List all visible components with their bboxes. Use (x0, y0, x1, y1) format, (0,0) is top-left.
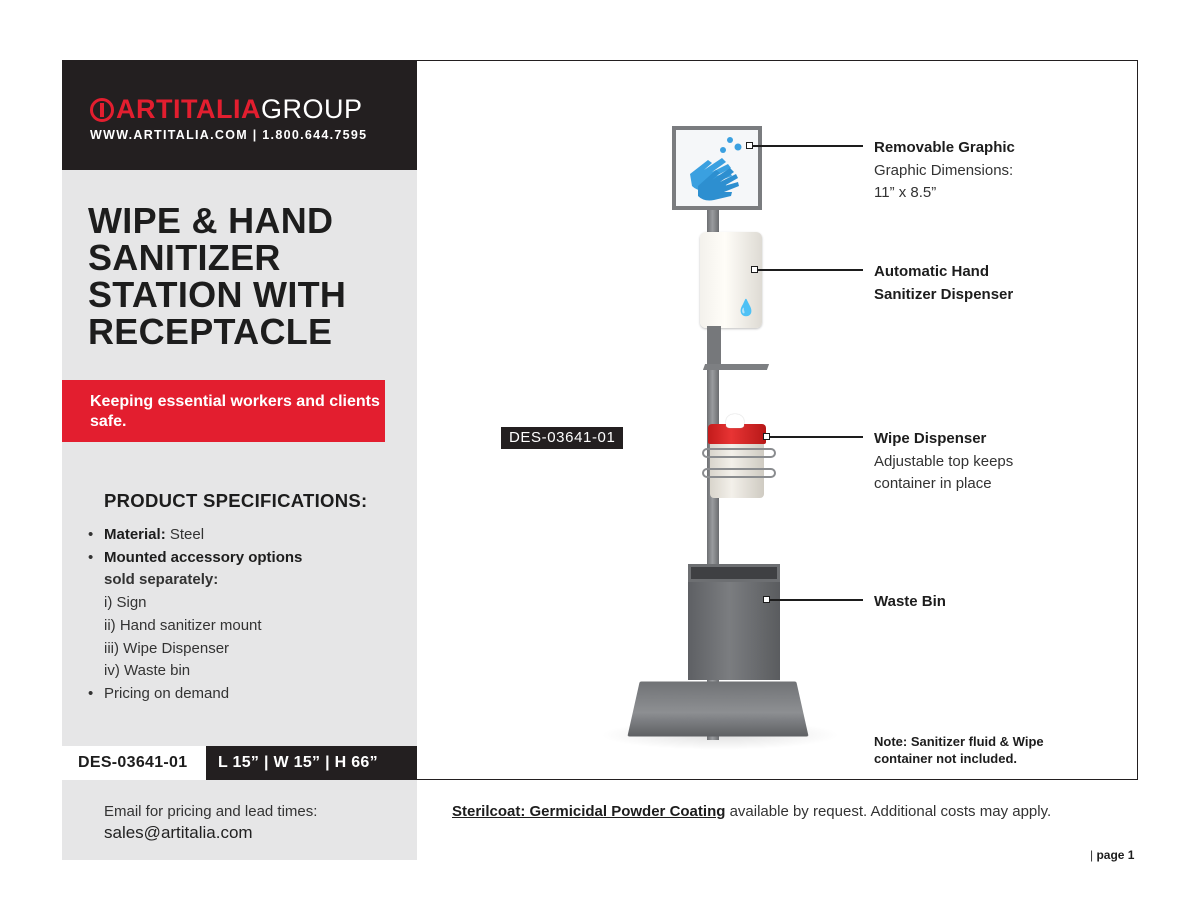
graphic-sign (672, 126, 762, 210)
left-panel (62, 60, 417, 860)
waste-bin-opening (688, 564, 780, 582)
spec-material-value: Steel (169, 526, 205, 543)
callout-sanitizer-line1: Automatic Hand (874, 263, 990, 280)
dimensions-badge: L 15” | W 15” | H 66” (206, 746, 417, 780)
artitalia-logo-icon (90, 98, 114, 122)
note-text (874, 734, 1114, 767)
sterilcoat-link[interactable]: Sterilcoat: Germicidal Powder Coating (452, 803, 726, 820)
brand-logo[interactable] (90, 94, 363, 125)
product-illustration (600, 120, 820, 750)
callout-graphic-title: Removable Graphic (874, 139, 1015, 156)
tagline-banner (62, 380, 385, 442)
spec-pricing-text: Pricing on demand (104, 684, 230, 702)
drip-shelf (703, 364, 769, 370)
wipe-holder-ring (702, 468, 776, 478)
sterilcoat-note (452, 803, 1051, 820)
spec-option: ii) Hand sanitizer mount (104, 616, 262, 634)
tagline-text: Keeping essential workers and clients safe. (90, 393, 380, 430)
callout-wipe (874, 428, 1013, 496)
callout-graphic-line2: 11” x 8.5” (874, 184, 937, 201)
callout-marker (763, 596, 770, 603)
callout-marker (763, 433, 770, 440)
spec-accessories (88, 547, 408, 570)
email-prompt: Email for pricing and lead times: (104, 803, 318, 820)
spec-pricing (88, 683, 408, 706)
logo-text-white: GROUP (260, 94, 363, 124)
callout-line (758, 269, 863, 271)
spec-accessories-label-cont: sold separately: (104, 571, 219, 589)
sterilcoat-rest: available by request. Additional costs may apply. (725, 803, 1052, 820)
sanitizer-dispenser (700, 232, 762, 328)
note-line1: Note: Sanitizer fluid & Wipe (874, 734, 1044, 749)
callout-bin (874, 591, 946, 614)
callout-sanitizer-line2: Sanitizer Dispenser (874, 285, 1014, 303)
dispenser-bracket (707, 326, 721, 368)
spec-accessories-label-2 (88, 569, 408, 592)
page-separator: | (1090, 848, 1094, 862)
wipe-tissue (726, 414, 744, 428)
callout-line (753, 145, 863, 147)
water-drop-icon: 💧 (736, 300, 756, 317)
logo-text-red: ARTITALIA (116, 94, 261, 124)
spec-accessories-label: Mounted accessory options (104, 548, 303, 566)
brand-header (62, 60, 417, 170)
spec-material-label: Material: (104, 526, 166, 543)
bullet: • (88, 526, 94, 543)
note-line2: container not included. (874, 750, 1018, 766)
email-box (104, 801, 317, 843)
product-code-tag: DES-03641-01 (501, 427, 623, 449)
stand-base (627, 681, 808, 736)
page-title: WIPE & HAND SANITIZER STATION WITH RECEPTACLE (88, 200, 347, 352)
bullet: • (88, 548, 94, 566)
sku-code: DES-03641-01 (78, 754, 188, 771)
contact-line: WWW.ARTITALIA.COM | 1.800.644.7595 (90, 128, 368, 142)
waste-bin (688, 570, 780, 680)
callout-marker (751, 266, 758, 273)
callout-line (770, 436, 863, 438)
callout-graphic (874, 137, 1015, 205)
spec-option: i) Sign (104, 594, 147, 612)
bullet: • (88, 684, 94, 702)
callout-wipe-title: Wipe Dispenser (874, 430, 987, 447)
wipe-holder-ring (702, 448, 776, 458)
spec-option: iii) Wipe Dispenser (104, 639, 230, 657)
callout-bin-title: Waste Bin (874, 593, 946, 610)
callout-marker (746, 142, 753, 149)
specs-list (88, 524, 408, 706)
spec-material (88, 524, 408, 547)
page-label: page 1 (1096, 848, 1135, 862)
page-number (1090, 848, 1134, 862)
callout-wipe-line2: container in place (874, 475, 992, 492)
sku-bar (62, 746, 417, 780)
callout-line (770, 599, 863, 601)
callout-graphic-line1: Graphic Dimensions: (874, 161, 1014, 179)
callout-wipe-line1: Adjustable top keeps (874, 452, 1014, 470)
specs-heading: PRODUCT SPECIFICATIONS: (104, 490, 368, 511)
callout-sanitizer (874, 261, 1013, 306)
spec-option: iv) Waste bin (104, 662, 191, 680)
email-link[interactable]: sales@artitalia.com (104, 823, 253, 842)
